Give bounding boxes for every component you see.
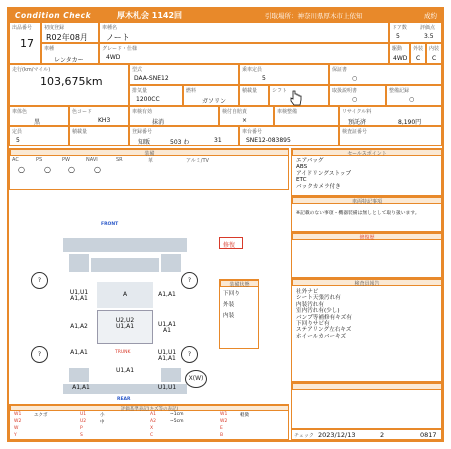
tire-front-right: ? xyxy=(181,272,198,289)
color-cell: 車体色 黒 xyxy=(9,106,69,126)
sales-points-panel: セールスポイント エアバッグ ABS アイドリングストップ ETC バックカメラ付き xyxy=(291,148,442,196)
reg-cell: 初度登録 R02年08月 xyxy=(41,22,99,43)
shift-cell: シフト xyxy=(269,85,329,106)
tire-rear-right: ? xyxy=(181,346,198,363)
spare-tire-mark: X(W) xyxy=(185,370,207,388)
sheet-header xyxy=(9,9,442,22)
registry-panel xyxy=(291,382,442,429)
repair-mark: 修復 xyxy=(219,237,243,249)
logo: Condition Check xyxy=(15,11,92,20)
inspection-cell: 車検有効 抹消 xyxy=(129,106,219,126)
zone-roof: U2,U2 U1,A1 xyxy=(115,317,135,330)
condition-options: 装備状態 下回り 外装 内装 xyxy=(219,279,259,349)
tire-front-left: ? xyxy=(31,272,48,289)
model-name: ノート xyxy=(106,33,130,42)
zone-rear-left-door: A1,A1 xyxy=(70,349,88,356)
zone-rear-right: U1,U1 xyxy=(157,384,177,391)
lot-number: 17 xyxy=(20,37,34,50)
history-panel: 修復歴 xyxy=(291,232,442,278)
zone-front-right: A1,A1 xyxy=(158,291,176,298)
hand-cursor-icon xyxy=(290,90,302,106)
seats-cell: 定員 5 xyxy=(9,126,69,146)
footer-bar: チェック 2023/12/13 2 0817 xyxy=(291,429,442,440)
check-date: 2023/12/13 xyxy=(318,431,356,439)
displacement-cell: 排気量 1200CC xyxy=(129,85,183,106)
zone-front-right-door: U1,A1 A1 xyxy=(157,321,177,334)
insurance-cell: 検付自賠責 × xyxy=(219,106,274,126)
certno-cell: 検査証番号 xyxy=(339,126,442,146)
recycle-cell: リサイクル料 預託済 8,190円 xyxy=(339,106,442,126)
load-cell: 積載量 xyxy=(239,85,269,106)
equipment-panel: 装備 AC PS PW NAVI SR 革 アルミ/TV ○ ○ ○ ○ xyxy=(9,148,289,190)
zone-front-left-door: A1,A2 xyxy=(70,323,88,330)
condition-sheet xyxy=(7,7,444,442)
zone-rear-bumper: U1,A1 xyxy=(115,367,135,374)
interior-cell: 内装 C xyxy=(426,43,442,64)
inspector-panel: 検査員報告 社外ナビ シート天張汚れ有 内装汚れ有 室内汚れ有(少し) パンプ等補修有キズ有 下回りサビ有 ステアリング左右キズ ホイールカバーキズ xyxy=(291,278,442,382)
drive-cell: 駆動 4WD xyxy=(389,43,410,64)
zone-hood: A xyxy=(122,291,128,298)
damage-diagram: FRONT ? ? ? ? U1,U1 A1,A1 A A1,A1 U2,U2 U1,A1 A1,A2 U1,A1 A1 TRUNK A1,A1 U1,U1 A1,A1 U1,A1 A1,A1 U1,U1 X(W) REAR xyxy=(9,192,289,402)
type-cell: 車種 レンタカー xyxy=(41,43,99,64)
lot-cell: 出品番号 17 xyxy=(9,22,41,64)
vin-value: SNE12-083895 xyxy=(246,137,291,144)
warranty-cell: 保証書 ○ xyxy=(329,64,442,85)
maintenance-cell: 車検整備 xyxy=(274,106,339,126)
color-code-cell: 色コード KH3 xyxy=(69,106,129,126)
mileage-value: 103,675km xyxy=(40,75,103,88)
grade-cell: グレード・仕様 4WD xyxy=(99,43,389,64)
manual-cell: 取扱説明書 ○ xyxy=(329,85,386,106)
first-registration: R02年08月 xyxy=(46,33,88,42)
notes-panel: 車両特記事項 ※記載のない事項・機器装備は無しとして取り扱います。 xyxy=(291,196,442,232)
model-name-cell: 車種名 ノート xyxy=(99,22,389,43)
score-value: 3.5 xyxy=(424,33,434,40)
zone-rear-left: A1,A1 xyxy=(72,384,90,391)
vin-cell: 車台番号 SNE12-083895 xyxy=(239,126,339,146)
zone-rear-right-door: U1,U1 A1,A1 xyxy=(157,349,177,362)
payload-cell: 積載量 xyxy=(69,126,129,146)
front-bumper xyxy=(63,238,187,252)
legend-table: 評価基準表記(キズ等の表記) W1 エクボ U1 小 A1 ~1cm W1 軽微 W2 U2 中 A2 ~5cm W2 W P X E Y S C B xyxy=(9,404,289,440)
capacity-cell: 乗車定員 5 xyxy=(239,64,329,85)
zone-front-left: U1,U1 A1,A1 xyxy=(69,289,89,302)
tire-rear-left: ? xyxy=(31,346,48,363)
model-code-cell: 型式 DAA-SNE12 xyxy=(129,64,239,85)
auction-title: 厚木札会 1142回 xyxy=(117,11,183,20)
status-badge: 成約 xyxy=(424,12,437,20)
plate-cell: 登録番号 知販 503 わ 31 xyxy=(129,126,239,146)
door-score-cell: ドア数 評価点 5 3.5 xyxy=(389,22,442,43)
sheet-id: 0817 xyxy=(420,431,437,439)
mileage-cell: 走行(km/マイル) 103,675km xyxy=(9,64,129,106)
pickup-location: 引取場所：神奈川県厚木市上依知 xyxy=(265,12,363,20)
fuel-cell: 燃料 ガソリン xyxy=(183,85,239,106)
record-cell: 整備記録 ○ xyxy=(386,85,442,106)
exterior-cell: 外装 C xyxy=(410,43,426,64)
